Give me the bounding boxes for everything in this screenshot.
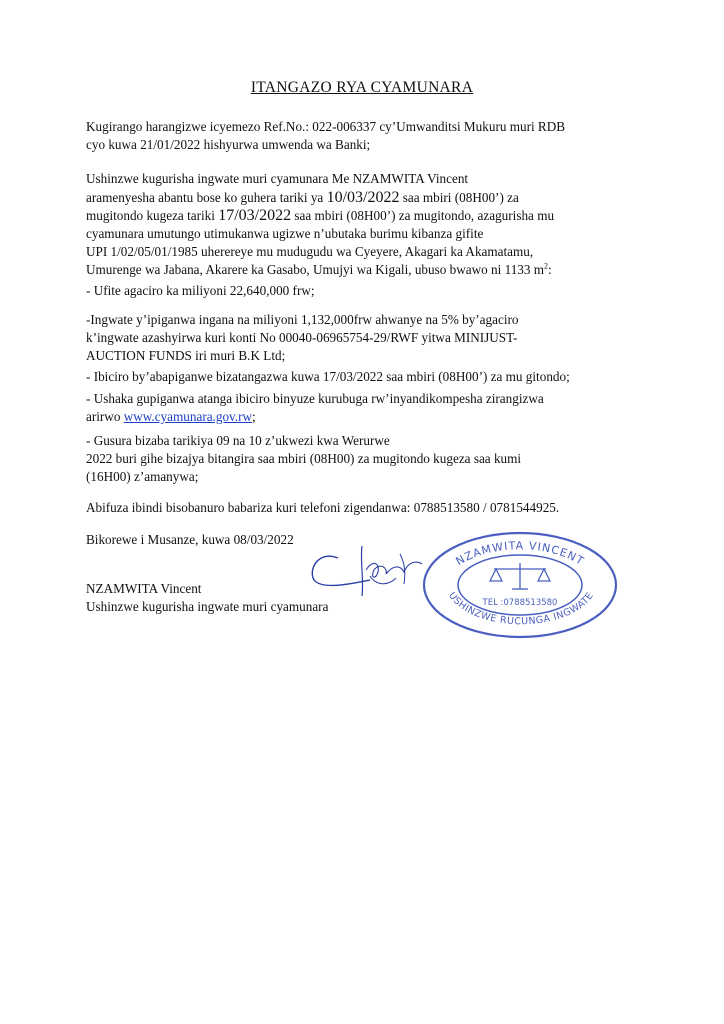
item-prices: - Ibiciro by’abapiganwe bizatangazwa kuwa 17/03/2022 saa mbiri (08H00’) za mu gitondo; [86, 369, 570, 384]
item-bid-line-2 [86, 408, 256, 427]
stamp-phone: TEL :0788513580 [482, 598, 558, 608]
item-deposit-line-3: AUCTION FUNDS iri muri B.K Ltd; [86, 348, 286, 363]
para-text: saa mbiri (08H00’) za [399, 190, 519, 205]
para-line-1: Ushinzwe kugurisha ingwate muri cyamunara Me NZAMWITA Vincent [86, 171, 469, 186]
stamp-top-text: NZAMWITA VINCENT [453, 539, 587, 569]
auction-website-link[interactable]: www.cyamunara.gov.rw [123, 409, 253, 424]
bid-text: ; [252, 409, 256, 424]
document-title: ITANGAZO RYA CYAMUNARA [250, 79, 474, 96]
bid-text: arirwo [86, 409, 124, 424]
superscript: 2 [544, 261, 549, 271]
intro-line-2: cyo kuwa 21/01/2022 hishyurwa umwenda wa Banki; [86, 137, 371, 152]
para-text: mugitondo kugeza tariki [86, 208, 219, 223]
item-deposit-line-2: k’ingwate azashyirwa kuri konti No 00040-06965754-29/RWF yitwa MINIJUST- [86, 330, 518, 345]
signer-name: NZAMWITA Vincent [86, 581, 202, 596]
para-line-5: UPI 1/02/05/01/1985 uherereye mu mudugudu wa Cyeyere, Akagari ka Akamatamu, [86, 244, 534, 259]
para-line-2 [86, 189, 519, 208]
para-text: aramenyesha abantu bose ko guhera tariki ya [86, 190, 327, 205]
para-line-4: cyamunara umutungo utimukanwa ugizwe n’ubutaka burimu kibanza gifite [86, 226, 484, 241]
contact-info: Abifuza ibindi bisobanuro babariza kuri telefoni zigendanwa: 0788513580 / 0781544925. [86, 500, 560, 515]
signer-role: Ushinzwe kugurisha ingwate muri cyamunara [86, 599, 329, 614]
item-value: - Ufite agaciro ka miliyoni 22,640,000 frw; [86, 283, 315, 298]
svg-text:USHINZWE RUCUNGA INGWATE [446, 590, 596, 627]
scales-icon [490, 563, 550, 589]
start-date: 10/03/2022 [326, 189, 400, 206]
signature-image [300, 540, 430, 600]
para-line-3 [86, 207, 554, 226]
stamp-bottom-text: USHINZWE RUCUNGA INGWATE [446, 590, 596, 628]
place-date: Bikorewe i Musanze, kuwa 08/03/2022 [86, 532, 294, 547]
para-text: : [548, 262, 552, 277]
official-stamp [420, 527, 620, 639]
item-visit-line-3: (16H00) z’amanywa; [86, 469, 199, 484]
item-visit-line-1: - Gusura bizaba tarikiya 09 na 10 z’ukwezi kwa Werurwe [86, 433, 390, 448]
para-text: Umurenge wa Jabana, Akarere ka Gasabo, Umujyi wa Kigali, ubuso bwawo ni 1133 m [86, 262, 545, 277]
end-date: 17/03/2022 [218, 207, 292, 224]
para-text: saa mbiri (08H00’) za mugitondo, azagurisha mu [291, 208, 555, 223]
intro-line-1: Kugirango harangizwe icyemezo Ref.No.: 022-006337 cy’Umwanditsi Mukuru muri RDB [86, 119, 566, 134]
para-line-6 [86, 261, 552, 280]
item-deposit-line-1: -Ingwate y’ipiganwa ingana na miliyoni 1,132,000frw ahwanye na 5% by’agaciro [86, 312, 519, 327]
item-bid-line-1: - Ushaka gupiganwa atanga ibiciro binyuze kurubuga rw’inyandikompesha zirangizwa [86, 391, 544, 406]
item-visit-line-2: 2022 buri gihe bizajya bitangira saa mbiri (08H00) za mugitondo kugeza saa kumi [86, 451, 522, 466]
